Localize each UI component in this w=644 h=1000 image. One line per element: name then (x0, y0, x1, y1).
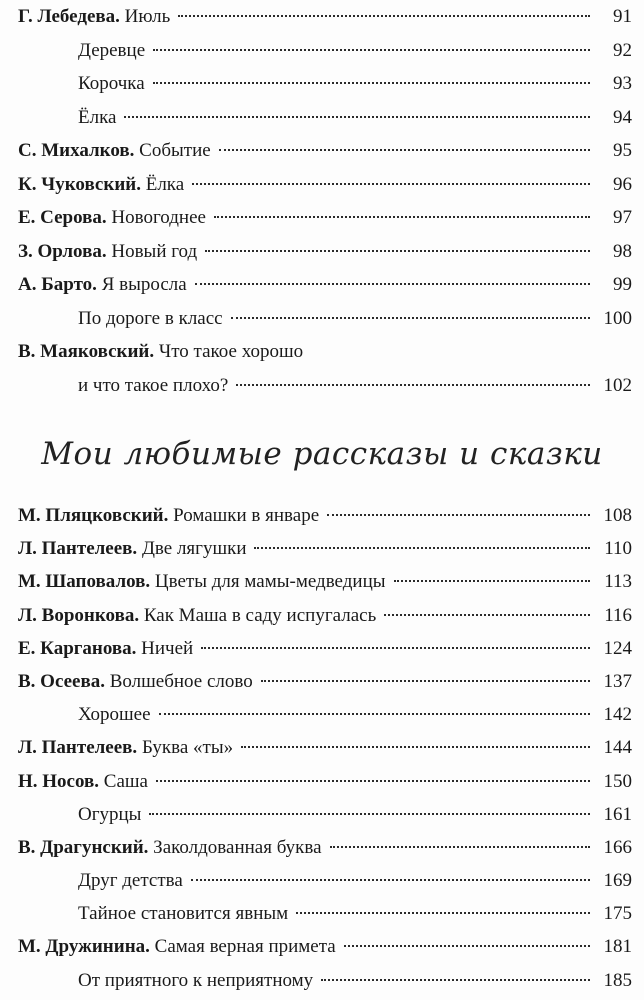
toc-entry-title: Огурцы (78, 803, 142, 825)
toc-entry-author: В. Маяковский. (18, 341, 155, 362)
toc-entry (18, 302, 632, 336)
toc-leader-dots (241, 746, 590, 748)
toc-entry-author: Г. Лебедева. (18, 6, 120, 27)
toc-entry-title: Волшебное слово (109, 670, 253, 692)
toc-entry-title: Событие (139, 140, 211, 161)
toc-entry-title: Две лягушки (141, 538, 247, 560)
toc-entry-page-number: 92 (613, 39, 632, 61)
toc-entry-author: А. Барто. (18, 274, 97, 295)
toc-entry (18, 798, 632, 831)
toc-leader-dots (219, 149, 590, 151)
toc-entry-page-number: 166 (603, 836, 632, 858)
toc-entry-title: Деревце (78, 39, 146, 61)
toc-entry-page-number: 93 (613, 73, 632, 94)
toc-entry-title: Саша (103, 770, 148, 792)
toc-entry-title: Ёлка (145, 173, 185, 195)
toc-entry-author: В. Драгунский. (18, 836, 149, 858)
toc-leader-dots (394, 580, 590, 582)
toc-entry-page-number: 144 (603, 737, 632, 759)
toc-entry-title: Цветы для мамы-медведицы (154, 571, 386, 593)
toc-entry-page-number: 91 (613, 6, 632, 27)
toc-entry-title: Буква «ты» (141, 737, 234, 759)
section-heading: Мои любимые рассказы и сказки (41, 436, 603, 472)
toc-entry-title: Ромашки в январе (173, 505, 320, 526)
toc-entry-author: Н. Носов. (18, 770, 100, 792)
toc-entry-author: Е. Карганова. (18, 637, 137, 659)
toc-leader-dots (159, 713, 590, 715)
toc-entry-title: Как Маша в саду испугалась (143, 604, 377, 626)
table-of-contents-part-2 (18, 499, 632, 997)
toc-entry-page-number: 137 (603, 670, 632, 692)
toc-entry-page-number: 150 (603, 770, 632, 792)
toc-leader-dots (205, 250, 590, 252)
toc-entry-page-number: 108 (603, 505, 632, 526)
toc-entry (18, 897, 632, 930)
toc-entry-page-number: 94 (613, 106, 632, 128)
toc-leader-dots (124, 116, 590, 118)
toc-leader-dots (236, 384, 590, 386)
toc-leader-dots (153, 49, 590, 51)
toc-entry (18, 698, 632, 731)
toc-entry-title: и что такое плохо? (78, 374, 229, 396)
toc-entry-title: От приятного к неприятному (78, 969, 314, 991)
toc-entry-page-number: 113 (604, 571, 632, 593)
toc-entry (18, 268, 632, 302)
toc-leader-dots (231, 317, 590, 319)
toc-entry (18, 235, 632, 269)
toc-entry-author: Л. Пантелеев. (18, 538, 138, 560)
toc-leader-dots (384, 614, 590, 616)
toc-entry-author: В. Осеева. (18, 670, 105, 692)
toc-entry-page-number: 97 (613, 207, 632, 228)
toc-entry-page-number: 185 (603, 969, 632, 991)
toc-entry-page-number: 161 (603, 803, 632, 825)
toc-entry-page-number: 99 (613, 274, 632, 295)
toc-entry (18, 67, 632, 101)
toc-entry-page-number: 181 (603, 936, 632, 958)
toc-leader-dots (191, 879, 590, 881)
toc-entry-title: Тайное становится явным (78, 903, 289, 925)
toc-entry (18, 930, 632, 963)
toc-entry (18, 201, 632, 235)
toc-entry-title: Июль (124, 6, 171, 27)
toc-entry-title: Заколдованная буква (153, 836, 322, 858)
toc-entry-title: По дороге в класс (78, 307, 223, 329)
toc-entry-author: М. Шаповалов. (18, 571, 151, 593)
toc-entry (18, 499, 632, 532)
toc-entry-page-number: 102 (603, 374, 632, 396)
toc-leader-dots (321, 979, 590, 981)
toc-entry-page-number: 100 (603, 307, 632, 329)
toc-entry-author: С. Михалков. (18, 140, 135, 161)
toc-entry (18, 731, 632, 764)
toc-leader-dots (192, 183, 590, 185)
toc-entry-page-number: 142 (603, 704, 632, 726)
toc-entry (18, 599, 632, 632)
toc-entry-author: З. Орлова. (18, 240, 107, 262)
toc-entry-author: К. Чуковский. (18, 173, 141, 195)
toc-entry-author: М. Дружинина. (18, 936, 150, 958)
toc-leader-dots (153, 82, 590, 84)
toc-entry (18, 134, 632, 168)
toc-entry (18, 964, 632, 997)
toc-entry (18, 532, 632, 565)
toc-entry-author: Л. Пантелеев. (18, 737, 138, 759)
toc-leader-dots (156, 780, 590, 782)
toc-leader-dots (296, 912, 590, 914)
toc-entry (18, 335, 632, 369)
toc-leader-dots (195, 283, 590, 285)
toc-entry-author: Е. Серова. (18, 207, 107, 228)
toc-entry (18, 34, 632, 68)
toc-entry-page-number: 96 (613, 173, 632, 195)
toc-entry-page-number: 110 (604, 538, 632, 560)
toc-entry (18, 565, 632, 598)
toc-entry-page-number: 175 (603, 903, 632, 925)
toc-entry-title: Новогоднее (111, 207, 206, 228)
toc-leader-dots (149, 813, 590, 815)
toc-leader-dots (344, 945, 590, 947)
toc-entry-title: Самая верная примета (154, 936, 336, 958)
toc-entry (18, 665, 632, 698)
toc-leader-dots (261, 680, 590, 682)
toc-entry-title: Ёлка (78, 106, 117, 128)
toc-entry-page-number: 98 (613, 240, 632, 262)
toc-entry (18, 765, 632, 798)
toc-entry-page-number: 169 (603, 870, 632, 892)
toc-entry-page-number: 95 (613, 140, 632, 161)
toc-entry (18, 101, 632, 135)
toc-entry (18, 632, 632, 665)
toc-entry (18, 168, 632, 202)
toc-entry-title: Что такое хорошо (158, 341, 304, 362)
toc-entry (18, 831, 632, 864)
toc-entry (18, 0, 632, 34)
toc-leader-dots (327, 514, 590, 516)
toc-leader-dots (178, 15, 590, 17)
toc-entry-page-number: 116 (604, 604, 632, 626)
toc-entry-author: Л. Воронкова. (18, 604, 140, 626)
toc-entry-title: Я выросла (101, 274, 187, 295)
toc-entry-title: Хорошее (78, 704, 151, 726)
toc-entry-title: Друг детства (78, 870, 183, 892)
toc-entry-title: Корочка (78, 73, 145, 94)
toc-leader-dots (254, 547, 590, 549)
toc-entry-title: Новый год (111, 240, 198, 262)
toc-leader-dots (330, 846, 590, 848)
toc-entry-title: Ничей (141, 637, 194, 659)
toc-leader-dots (214, 216, 590, 218)
toc-entry (18, 864, 632, 897)
table-of-contents-part-1 (18, 0, 632, 402)
toc-entry (18, 369, 632, 403)
toc-entry-author: М. Пляцковский. (18, 505, 169, 526)
toc-leader-dots (201, 647, 590, 649)
toc-entry-page-number: 124 (603, 637, 632, 659)
